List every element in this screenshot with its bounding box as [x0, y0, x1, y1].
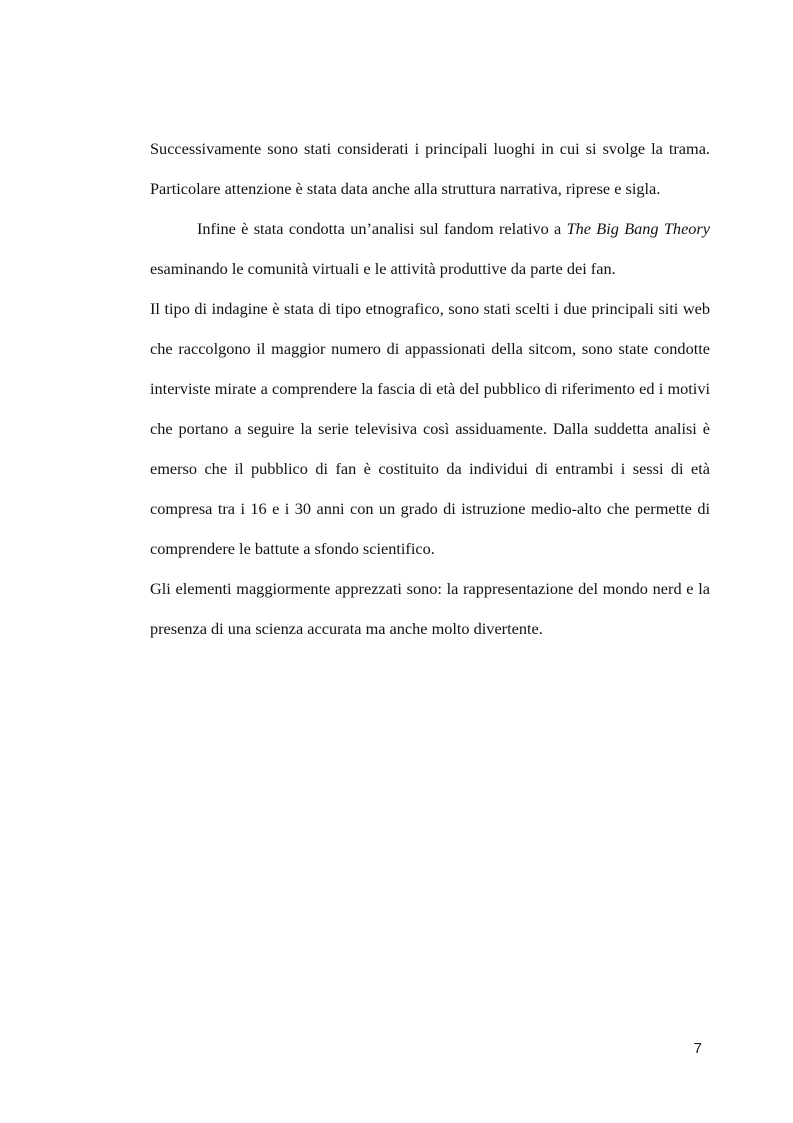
page-number: 7 [693, 1040, 702, 1057]
paragraph-methodology: Il tipo di indagine è stata di tipo etnografico, sono stati scelti i due principali siti web che raccolgono il maggior numero di appassionati della sitcom, sono state condotte interviste mirate a comprendere la fascia di età del pubblico di riferimento ed i motivi che portano a seguire la serie televisiva così assiduamente. Dalla suddetta analisi è emerso che il pubblico di fan è costituito da individui di entrambi i sessi di età compresa tra i 16 e i 30 anni con un grado di istruzione medio-alto che permette di comprendere le battute a sfondo scientifico. [150, 299, 710, 558]
paragraph-fandom [150, 209, 710, 289]
paragraph-fandom-rest: esaminando le comunità virtuali e le attività produttive da parte dei fan. [150, 259, 616, 278]
series-title: The Big Bang Theory [566, 219, 710, 238]
body-text [150, 129, 710, 649]
paragraph-locations: Successivamente sono stati considerati i principali luoghi in cui si svolge la trama. Particolare attenzione è stata data anche alla struttura narrativa, riprese e sigla. [150, 139, 710, 198]
paragraph-appreciated-elements: Gli elementi maggiormente apprezzati sono: la rappresentazione del mondo nerd e la presenza di una scienza accurata ma anche molto divertente. [150, 579, 710, 638]
paragraph-fandom-intro: Infine è stata condotta un’analisi sul fandom relativo a [197, 219, 567, 238]
